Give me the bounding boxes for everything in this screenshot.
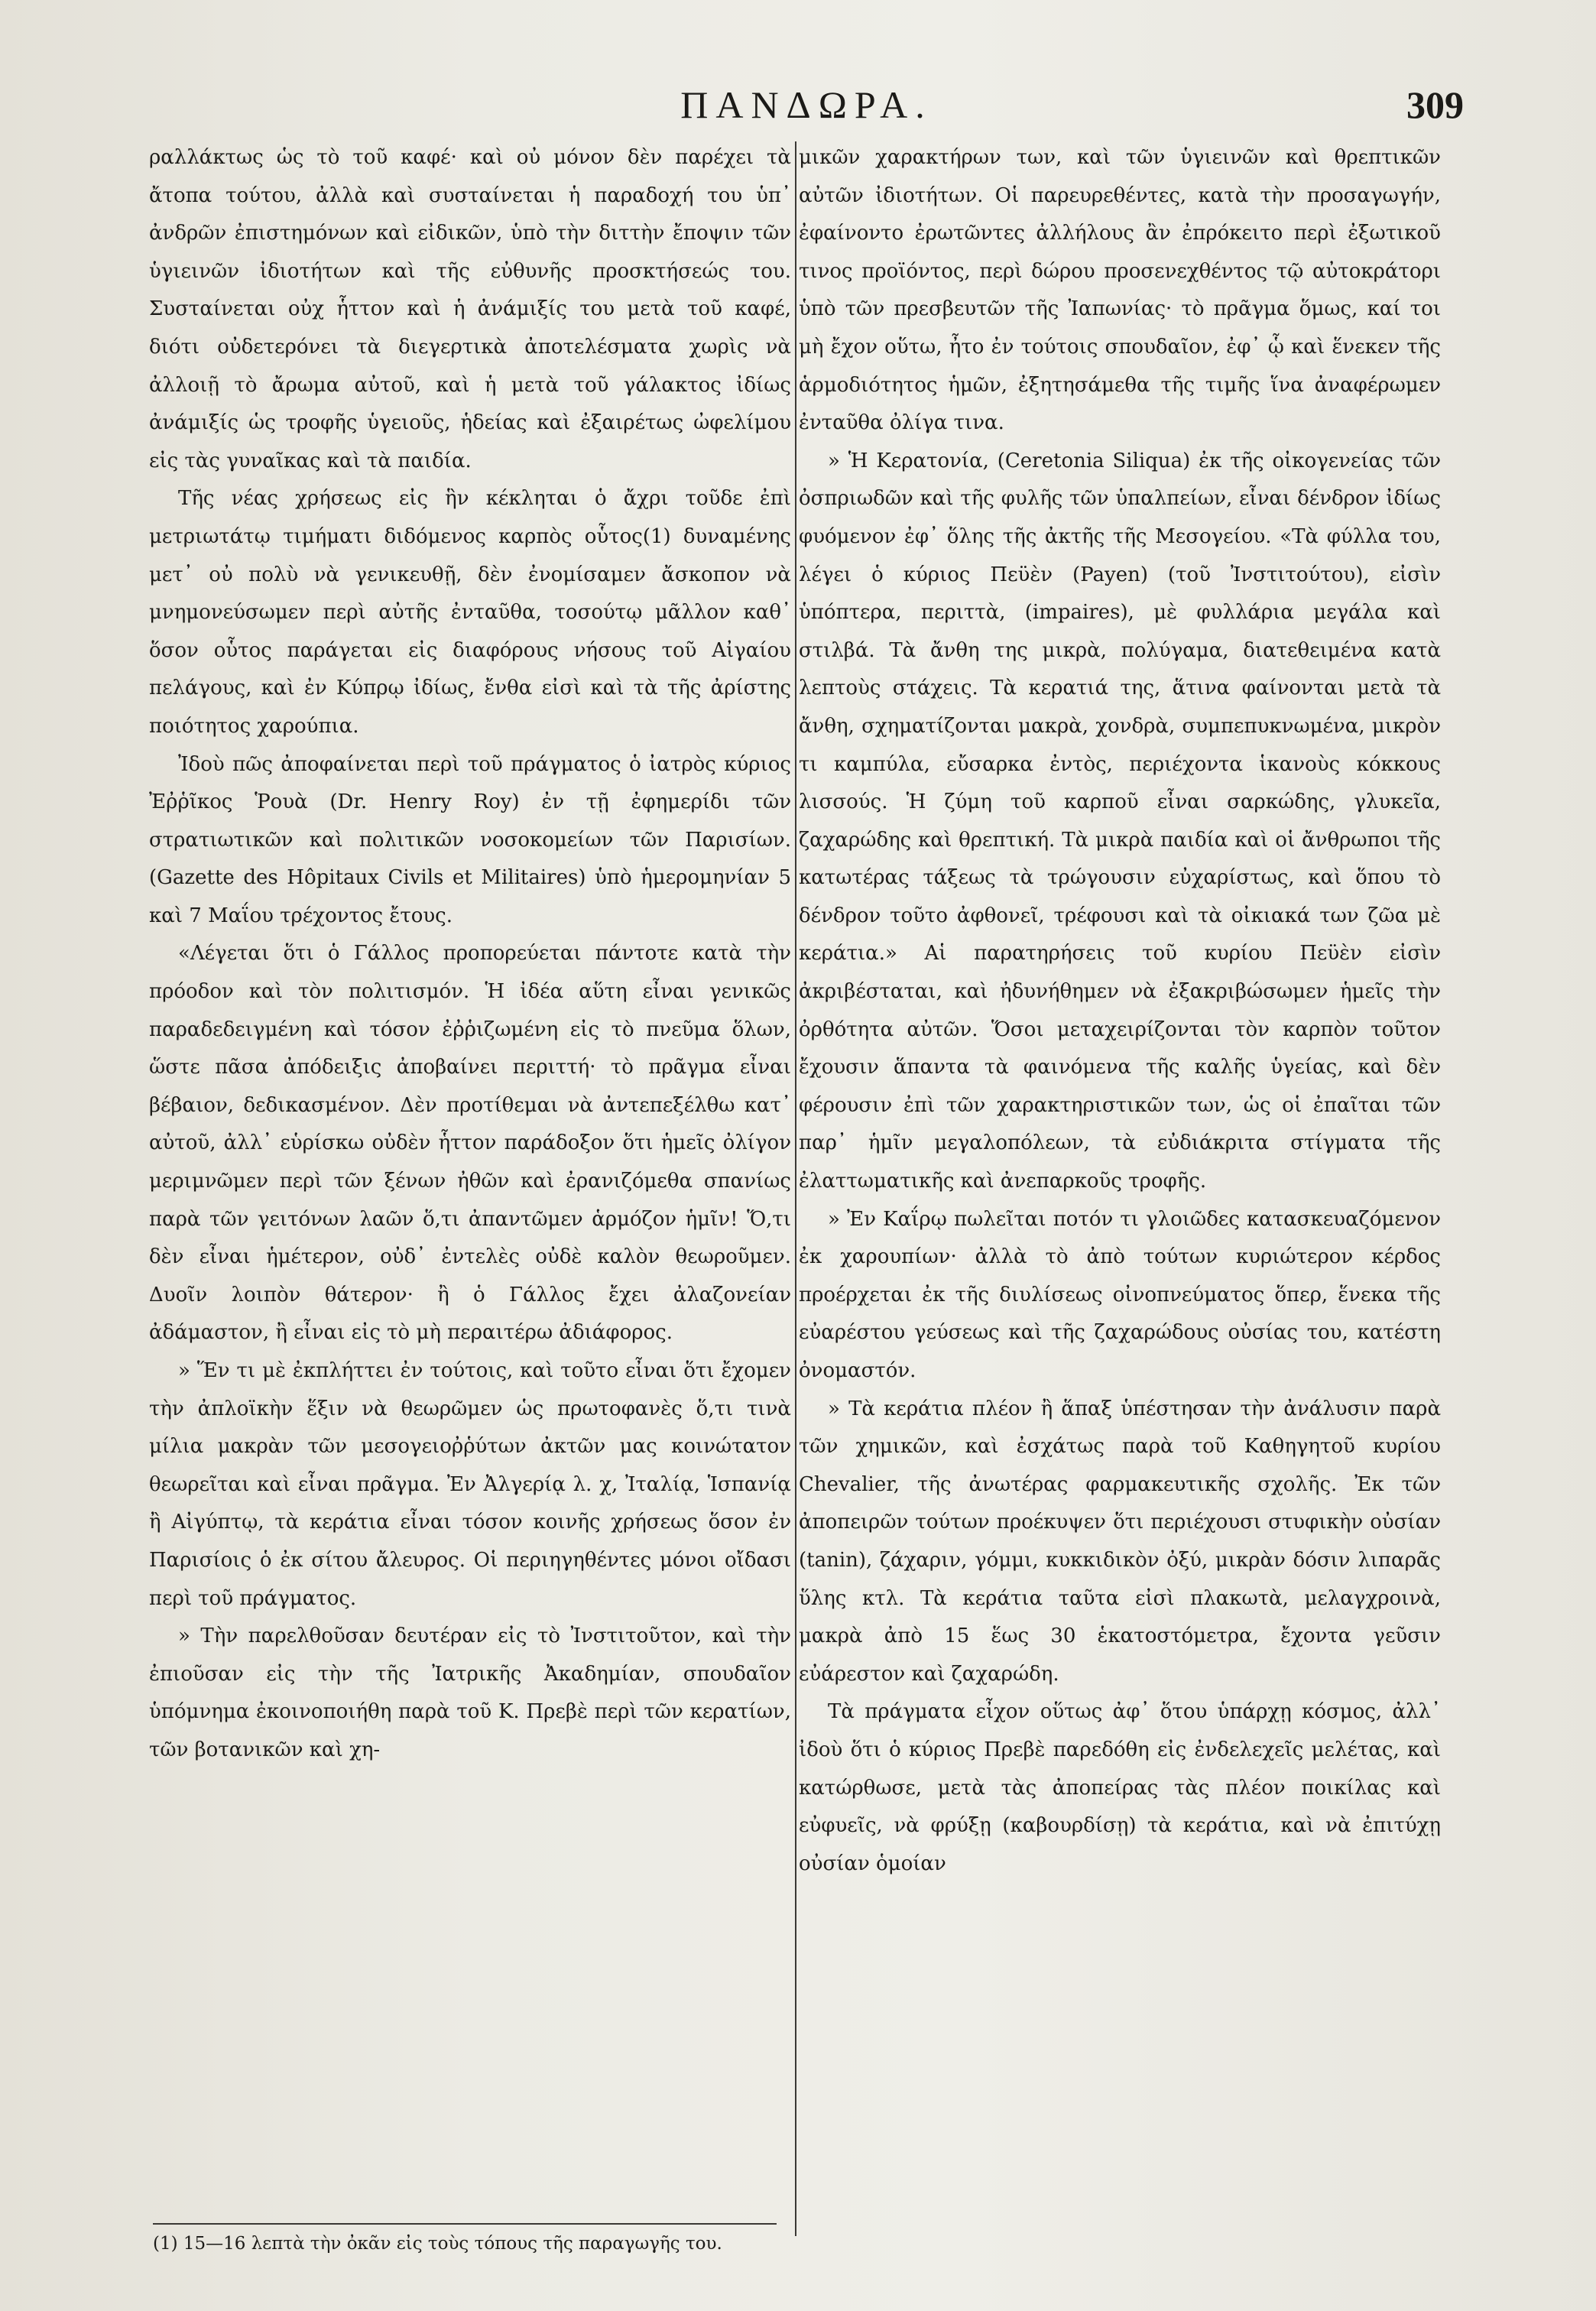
paragraph: » Τὴν παρελθοῦσαν δευτέραν εἰς τὸ Ἰνστιτοῦτον, καὶ τὴν ἐπιοῦσαν εἰς τὴν τῆς Ἰατρικῆς Ἀκαδημίαν, σπουδαῖον ὑπόμνημα ἐκοινοποιήθη παρὰ τοῦ Κ. Πρεβὲ περὶ τῶν κερατίων, τῶν βοτανικῶν καὶ χη- xyxy=(149,1625,791,1761)
page-title: ΠΑΝΔΩΡΑ. xyxy=(680,83,933,126)
paragraph: ραλλάκτως ὡς τὸ τοῦ καφέ· καὶ οὐ μόνον δὲν παρέχει τὰ ἄτοπα τούτου, ἀλλὰ καὶ συσταίνεται ἡ παραδοχή του ὑπ᾽ ἀνδρῶν ἐπιστημόνων καὶ εἰδικῶν, ὑπὸ τὴν διττὴν ἔποψιν τῶν ὑγιεινῶν ἰδιοτήτων καὶ τῆς εὐθυνῆς προσκτήσεώς του. Συσταίνεται οὐχ ἧττον καὶ ἡ ἀνάμιξίς του μετὰ τοῦ καφέ, διότι οὐδετερόνει τὰ διεγερτικὰ ἀποτελέσματα χωρὶς νὰ ἀλλοιῇ τὸ ἄρωμα αὐτοῦ, καὶ ἡ μετὰ τοῦ γάλακτος ἰδίως ἀνάμιξίς ὡς τροφῆς ὑγειοῦς, ἡδείας καὶ ἐξαιρέτως ὠφελίμου εἰς τὰς γυναῖκας καὶ τὰ παιδία. xyxy=(149,146,791,472)
paragraph: Ἰδοὺ πῶς ἀποφαίνεται περὶ τοῦ πράγματος ὁ ἰατρὸς κύριος Ἐῤῥῖκος Ῥουὰ (Dr. Henry Roy) ἐν τῇ ἐφημερίδι τῶν στρατιωτικῶν καὶ πολιτικῶν νοσοκομείων τῶν Παρισίων. (Gazette des Hôpitaux Civils et Militaires) ὑπὸ ἡμερομηνίαν 5 καὶ 7 Μαΐου τρέχοντος ἔτους. xyxy=(149,752,791,927)
footnote: (1) 15—16 λεπτὰ τὴν ὀκᾶν εἰς τοὺς τόπους τῆς παραγωγῆς του. xyxy=(153,2234,722,2254)
paragraph: » Ἕν τι μὲ ἐκπλήττει ἐν τούτοις, καὶ τοῦτο εἶναι ὅτι ἔχομεν τὴν ἀπλοϊκὴν ἕξιν νὰ θεωρῶμεν ὡς πρωτοφανὲς ὅ,τι τινὰ μίλια μακρὰν τῶν μεσογειοῤῥύτων ἀκτῶν μας κοινώτατον θεωρεῖται καὶ εἶναι πρᾶγμα. Ἐν Ἀλγερίᾳ λ. χ, Ἰταλίᾳ, Ἱσπανίᾳ ἢ Αἰγύπτῳ, τὰ κεράτια εἶναι τόσον κοινῆς χρήσεως ὅσον ἐν Παρισίοις ὁ ἐκ σίτου ἄλευρος. Οἱ περιηγηθέντες μόνοι οἴδασι περὶ τοῦ πράγματος. xyxy=(149,1359,791,1610)
right-column xyxy=(799,139,1441,1883)
paragraph: μικῶν χαρακτήρων των, καὶ τῶν ὑγιεινῶν καὶ θρεπτικῶν αὐτῶν ἰδιοτήτων. Οἱ παρευρεθέντες, κατὰ τὴν προσαγωγήν, ἐφαίνοντο ἐρωτῶντες ἀλλήλους ἂν ἐπρόκειτο περὶ ἐξωτικοῦ τινος προϊόντος, περὶ δώρου προσενεχθέντος τῷ αὐτοκράτορι ὑπὸ τῶν πρεσβευτῶν τῆς Ἰαπωνίας· τὸ πρᾶγμα ὅμως, καί τοι μὴ ἔχον οὕτω, ἦτο ἐν τούτοις σπουδαῖον, ἐφ᾽ ᾧ καὶ ἕνεκεν τῆς ἁρμοδιότητος ἡμῶν, ἐξητησάμεθα τῆς τιμῆς ἵνα ἀναφέρωμεν ἐνταῦθα ὀλίγα τινα. xyxy=(799,146,1441,435)
paragraph: Τῆς νέας χρήσεως εἰς ἣν κέκληται ὁ ἄχρι τοῦδε ἐπὶ μετριωτάτῳ τιμήματι διδόμενος καρπὸς οὗτος(1) δυναμένης μετ᾽ οὐ πολὺ νὰ γενικευθῇ, δὲν ἐνομίσαμεν ἄσκοπον νὰ μνημονεύσωμεν περὶ αὐτῆς ἐνταῦθα, τοσούτῳ μᾶλλον καθ᾽ ὅσον οὗτος παράγεται εἰς διαφόρους νήσους τοῦ Αἰγαίου πελάγους, καὶ ἐν Κύπρῳ ἰδίως, ἔνθα εἰσὶ καὶ τὰ τῆς ἀρίστης ποιότητος χαρούπια. xyxy=(149,487,791,738)
left-column xyxy=(149,139,791,1770)
paragraph: » Τὰ κεράτια πλέον ἢ ἅπαξ ὑπέστησαν τὴν ἀνάλυσιν παρὰ τῶν χημικῶν, καὶ ἐσχάτως παρὰ τοῦ Καθηγητοῦ κυρίου Chevalier, τῆς ἀνωτέρας φαρμακευτικῆς σχολῆς. Ἐκ τῶν ἀποπειρῶν τούτων προέκυψεν ὅτι περιέχουσι στυφικὴν οὐσίαν (tanin), ζάχαριν, γόμμι, κυκκιδικὸν ὀξύ, μικρὰν δόσιν λιπαρᾶς ὕλης κτλ. Τὰ κεράτια ταῦτα εἰσὶ πλακωτὰ, μελαγχροινὰ, μακρὰ ἀπὸ 15 ἕως 30 ἑκατοστόμετρα, ἔχοντα γεῦσιν εὐάρεστον καὶ ζαχαρώδη. xyxy=(799,1397,1441,1686)
page-header xyxy=(149,83,1464,128)
paragraph: » Ἡ Κερατονία, (Ceretonia Siliqua) ἐκ τῆς οἰκογενείας τῶν ὀσπριωδῶν καὶ τῆς φυλῆς τῶν ὑπαλπείων, εἶναι δένδρον ἰδίως φυόμενον ἐφ᾽ ὅλης τῆς ἀκτῆς τῆς Μεσογείου. «Τὰ φύλλα του, λέγει ὁ κύριος Πεϋὲν (Payen) (τοῦ Ἰνστιτούτου), εἰσὶν ὑπόπτερα, περιττὰ, (impaires), μὲ φυλλάρια μεγάλα καὶ στιλβά. Τὰ ἄνθη της μικρὰ, πολύγαμα, διατεθειμένα κατὰ λεπτοὺς στάχεις. Τὰ κερατιά της, ἅτινα φαίνονται μετὰ τὰ ἄνθη, σχηματίζονται μακρὰ, χονδρὰ, συμπεπυκνωμένα, μικρὸν τι καμπύλα, εὔσαρκα ἐντὸς, περιέχοντα ἱκανοὺς κόκκους λισσούς. Ἡ ζύμη τοῦ καρποῦ εἶναι σαρκώδης, γλυκεῖα, ζαχαρώδης καὶ θρεπτική. Τὰ μικρὰ παιδία καὶ οἱ ἄνθρωποι τῆς κατωτέρας τάξεως τὰ τρώγουσιν εὐχαρίστως, καὶ ὅπου τὸ δένδρον τοῦτο ἀφθονεῖ, τρέφουσι καὶ τὰ οἰκιακά των ζῶα μὲ κεράτια.» Αἱ παρατηρήσεις τοῦ κυρίου Πεϋὲν εἰσὶν ἀκριβέσταται, καὶ ἠδυνήθημεν νὰ ἐξακριβώσωμεν ἡμεῖς τὴν ὀρθότητα αὐτῶν. Ὅσοι μεταχειρίζονται τὸν καρπὸν τοῦτον ἔχουσιν ἅπαντα τὰ φαινόμενα τῆς καλῆς ὑγείας, καὶ δὲν φέρουσιν ἐπὶ τῶν χαρακτηριστικῶν των, ὡς οἱ ἐπαῖται τῶν παρ᾽ ἡμῖν μεγαλοπόλεων, τὰ εὐδιάκριτα στίγματα τῆς ἐλαττωματικῆς καὶ ἀνεπαρκοῦς τροφῆς. xyxy=(799,449,1441,1193)
page-number: 309 xyxy=(1406,83,1464,126)
column-divider xyxy=(795,141,796,2236)
footnote-divider xyxy=(153,2223,777,2225)
paragraph: Τὰ πράγματα εἶχον οὕτως ἀφ᾽ ὅτου ὑπάρχῃ κόσμος, ἀλλ᾽ ἰδοὺ ὅτι ὁ κύριος Πρεβὲ παρεδόθη εἰς ἐνδελεχεῖς μελέτας, καὶ κατώρθωσε, μετὰ τὰς ἀποπείρας τὰς πλέον ποικίλας καὶ εὐφυεῖς, νὰ φρύξῃ (καβουρδίσῃ) τὰ κεράτια, καὶ νὰ ἐπιτύχῃ οὐσίαν ὁμοίαν xyxy=(799,1700,1441,1875)
paragraph: » Ἐν Καΐρῳ πωλεῖται ποτόν τι γλοιῶδες κατασκευαζόμενον ἐκ χαρουπίων· ἀλλὰ τὸ ἀπὸ τούτων κυριώτερον κέρδος προέρχεται ἐκ τῆς διυλίσεως οἰνοπνεύματος ὅπερ, ἕνεκα τῆς εὐαρέστου γεύσεως καὶ τῆς ζαχαρώδους οὐσίας του, κατέστη ὀνομαστόν. xyxy=(799,1207,1441,1382)
paragraph: «Λέγεται ὅτι ὁ Γάλλος προπορεύεται πάντοτε κατὰ τὴν πρόοδον καὶ τὸν πολιτισμόν. Ἡ ἰδέα αὕτη εἶναι γενικῶς παραδεδειγμένη καὶ τόσον ἐῤῥιζωμένη εἰς τὸ πνεῦμα ὅλων, ὥστε πᾶσα ἀπόδειξις ἀποβαίνει περιττή· τὸ πρᾶγμα εἶναι βέβαιον, δεδικασμένον. Δὲν προτίθεμαι νὰ ἀντεπεξέλθω κατ᾽ αὐτοῦ, ἀλλ᾽ εὑρίσκω οὐδὲν ἧττον παράδοξον ὅτι ἡμεῖς ὀλίγον μεριμνῶμεν περὶ τῶν ξένων ἠθῶν καὶ ἐρανιζόμεθα σπανίως παρὰ τῶν γειτόνων λαῶν ὅ,τι ἀπαντῶμεν ἁρμόζον ἡμῖν! Ὅ,τι δὲν εἶναι ἡμέτερον, οὐδ᾽ ἐντελὲς οὐδὲ καλὸν θεωροῦμεν. Δυοῖν λοιπὸν θάτερον· ἢ ὁ Γάλλος ἔχει ἀλαζονείαν ἀδάμαστον, ἢ εἶναι εἰς τὸ μὴ περαιτέρω ἀδιάφορος. xyxy=(149,942,791,1345)
